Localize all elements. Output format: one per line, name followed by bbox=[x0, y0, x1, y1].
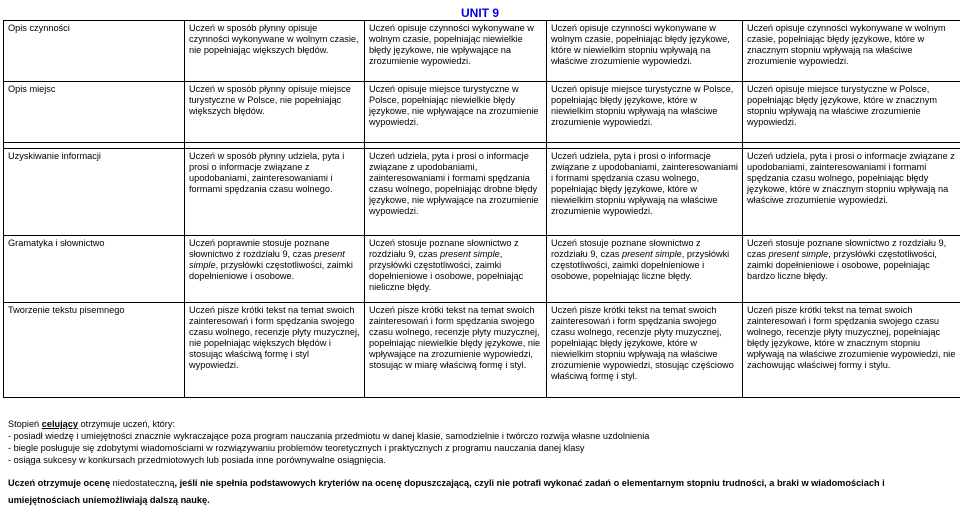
fail-grade-criteria bbox=[8, 475, 956, 509]
table-row bbox=[4, 236, 960, 303]
criteria-cell bbox=[743, 236, 960, 303]
row-label: Tworzenie tekstu pisemnego bbox=[4, 303, 185, 398]
criteria-cell bbox=[365, 236, 547, 303]
criteria-cell: Uczeń opisuje czynności wykonywane w wolnym czasie, popełniając błędy językowe, które w znacznym stopniu wpływają na właściwe zrozumienie wypowiedzi. bbox=[743, 21, 960, 82]
intro-grade: celujący bbox=[41, 419, 78, 429]
cell-text: Uczeń stosuje poznane słownictwo z rozdziału 9, czas bbox=[369, 238, 519, 259]
criteria-cell: Uczeń pisze krótki tekst na temat swoich zainteresowań i form spędzania swojego czasu wolnego, recenzje płyty muzycznej, nie popełniając większych błędów i stosując właściwą formę i styl wypowiedzi. bbox=[185, 303, 365, 398]
tense-name: present simple bbox=[439, 249, 500, 259]
cell-text: , przysłówki częstotliwości, zaimki dopełnieniowe i osobowe, popełniając nieliczne błędy. bbox=[369, 249, 524, 292]
tense-name: present simple bbox=[189, 249, 345, 270]
cell-text: , przysłówki częstotliwości, zaimki dopełnieniowe i osobowe. bbox=[189, 260, 353, 281]
grading-notes bbox=[8, 418, 956, 509]
row-label: Uzyskiwanie informacji bbox=[4, 149, 185, 236]
criteria-cell: Uczeń pisze krótki tekst na temat swoich zainteresowań i form spędzania swojego czasu wolnego, recenzje płyty muzycznej, popełniając błędy językowe, które w znacznym stopniu wpływają na właściwe zrozumienie wypowiedzi, nie zachowując właściwej formy i stylu. bbox=[743, 303, 960, 398]
criteria-grade: niedostateczną bbox=[112, 478, 175, 488]
criteria-cell: Uczeń opisuje miejsce turystyczne w Polsce, popełniając niewielkie błędy językowe, nie wpływające na zrozumienie wypowiedzi. bbox=[365, 82, 547, 143]
criteria-cell bbox=[547, 236, 743, 303]
criteria-cell: Uczeń pisze krótki tekst na temat swoich zainteresowań i form spędzania swojego czasu wolnego, recenzje płyty muzycznej, popełniając błędy językowe, które w niewielkim stopniu wpływają na właściwe zrozumienie wypowiedzi, stosując częściowo właściwą formę i styl. bbox=[547, 303, 743, 398]
criteria-cell: Uczeń opisuje miejsce turystyczne w Polsce, popełniając błędy językowe, które w znacznym stopniu wpływają na właściwe zrozumienie wypowiedzi. bbox=[743, 82, 960, 143]
table-row bbox=[4, 21, 960, 82]
criteria-cell: Uczeń w sposób płynny opisuje miejsce turystyczne w Polsce, nie popełniając większych błędów. bbox=[185, 82, 365, 143]
criteria-cell: Uczeń w sposób płynny opisuje czynności wykonywane w wolnym czasie, nie popełniając większych błędów. bbox=[185, 21, 365, 82]
tense-name: present simple bbox=[621, 249, 682, 259]
criteria-cell: Uczeń udziela, pyta i prosi o informacje związane z upodobaniami, zainteresowaniami i formami spędzania czasu wolnego, popełniając błędy językowe, które w niewielkim stopniu wpływają na właściwe zrozumienie wypowiedzi. bbox=[547, 149, 743, 236]
cell-text: , przysłówki częstotliwości, zaimki dopełnieniowe i osobowe, popełniając bardzo liczne błędy. bbox=[747, 249, 937, 281]
row-label: Gramatyka i słownictwo bbox=[4, 236, 185, 303]
criteria-cell: Uczeń pisze krótki tekst na temat swoich zainteresowań i form spędzania swojego czasu wolnego, recenzje płyty muzycznej, popełniając niewielkie błędy językowe, nie wpływające na zrozumienie wypowiedzi, stosując w miarę właściwą formę i styl. bbox=[365, 303, 547, 398]
intro-suffix: otrzymuje uczeń, który: bbox=[77, 419, 175, 429]
criteria-cell: Uczeń udziela, pyta i prosi o informacje związane z upodobaniami, zainteresowaniami i formami spędzania czasu wolnego, popełniając błędy językowe, które w znacznym stopniu wpływają na właściwe zrozumienie wypowiedzi. bbox=[743, 149, 960, 236]
excellent-grade-intro bbox=[8, 418, 956, 430]
criteria-part2: , jeśli nie spełnia podstawowych kryteriów na ocenę dopuszczającą, czyli nie potrafi wykonać zadań o elementarnym stopniu trudności, a braki w wiadomościach i umiejętnościach uniemożliwiają dalszą naukę. bbox=[8, 478, 885, 505]
criteria-cell: Uczeń opisuje czynności wykonywane w wolnym czasie, popełniając niewielkie błędy językowe, nie wpływające na zrozumienie wypowiedzi. bbox=[365, 21, 547, 82]
row-label: Opis czynności bbox=[4, 21, 185, 82]
criteria-cell: Uczeń opisuje miejsce turystyczne w Polsce, popełniając błędy językowe, które w niewielkim stopniu wpływają na właściwe zrozumienie wypowiedzi. bbox=[547, 82, 743, 143]
unit-title: UNIT 9 bbox=[460, 6, 499, 20]
criteria-cell: Uczeń opisuje czynności wykonywane w wolnym czasie, popełniając błędy językowe, które w niewielkim stopniu wpływają na właściwe zrozumienie wypowiedzi. bbox=[547, 21, 743, 82]
table-row bbox=[4, 82, 960, 143]
cell-text: Uczeń stosuje poznane słownictwo z rozdziału 9, czas bbox=[747, 238, 947, 259]
criteria-cell: Uczeń w sposób płynny udziela, pyta i prosi o informacje związane z upodobaniami, zainteresowaniami i formami spędzania czasu wolnego. bbox=[185, 149, 365, 236]
criteria-cell: Uczeń udziela, pyta i prosi o informacje związane z upodobaniami, zainteresowaniami i formami spędzania czasu wolnego, popełniając drobne błędy językowe, nie wpływające na zrozumienie wypowiedzi. bbox=[365, 149, 547, 236]
cell-text: Uczeń poprawnie stosuje poznane słownictwo z rozdziału 9, czas bbox=[189, 238, 330, 259]
intro-prefix: Stopień bbox=[8, 419, 42, 429]
table-row bbox=[4, 303, 960, 398]
criteria-cell bbox=[185, 236, 365, 303]
cell-text: , przysłówki częstotliwości, zaimki dopełnieniowe i osobowe, popełniając liczne błędy. bbox=[551, 249, 730, 281]
table-row bbox=[4, 149, 960, 236]
bullet-item: - osiąga sukcesy w konkursach przedmiotowych lub posiada inne porównywalne osiągnięcia. bbox=[8, 455, 386, 465]
grading-criteria-table bbox=[3, 20, 960, 398]
bullet-item: - posiadł wiedzę i umiejętności znacznie wykraczające poza program nauczania przedmiotu w danej klasie, samodzielnie i twórczo rozwija własne uzdolnienia bbox=[8, 431, 650, 441]
row-label: Opis miejsc bbox=[4, 82, 185, 143]
bullet-item: - biegle posługuje się zdobytymi wiadomościami w rozwiązywaniu problemów teoretycznych i praktycznych z programu nauczania danej klasy bbox=[8, 443, 585, 453]
criteria-part1: Uczeń otrzymuje ocenę bbox=[8, 478, 113, 488]
tense-name: present simple bbox=[768, 249, 829, 259]
cell-text: Uczeń stosuje poznane słownictwo z rozdziału 9, czas bbox=[551, 238, 701, 259]
